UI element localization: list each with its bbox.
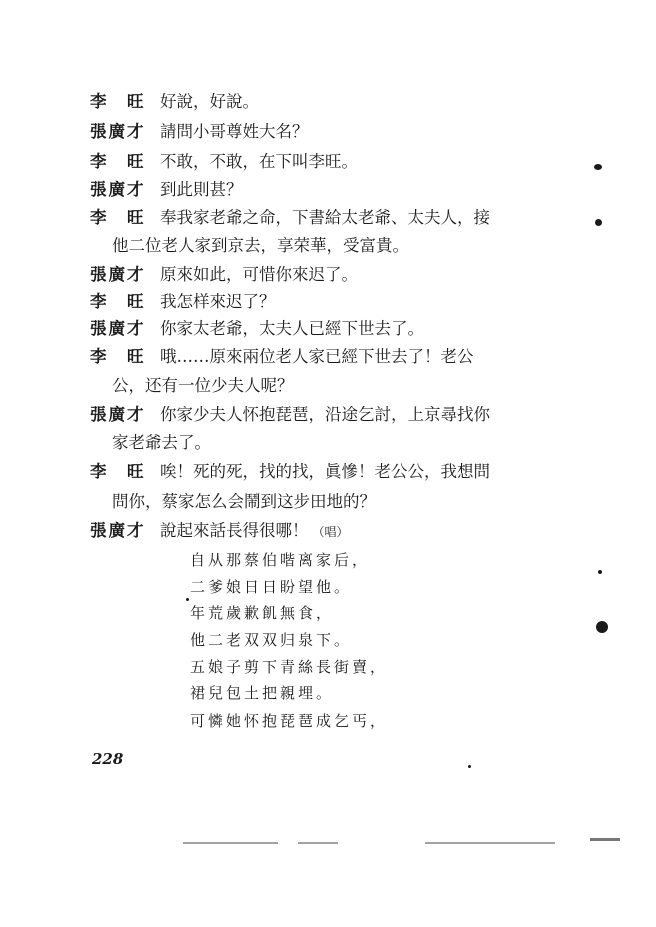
speaker-name: 張廣才 — [90, 521, 146, 540]
speaker-name: 李 旺 — [90, 92, 146, 111]
dialogue-line — [90, 208, 510, 228]
speech-text: 唉！死的死，找的找，眞慘！老公公，我想問 — [160, 462, 490, 481]
lyric-line: 他二老双双归泉下。 — [190, 631, 353, 649]
dialogue-line — [90, 265, 510, 285]
speaker-name: 李 旺 — [90, 292, 146, 311]
lyric-line: 可憐她怀抱琵琶成乞丐， — [190, 712, 389, 730]
speech-text: 不敢，不敢，在下叫李旺。 — [160, 152, 358, 171]
speaker-name: 李 旺 — [90, 208, 146, 227]
dialogue-line — [90, 122, 510, 142]
scan-speck — [595, 219, 602, 226]
dialogue-line — [90, 92, 510, 112]
lyric-line: 五娘子剪下青絲長街賣， — [190, 658, 389, 676]
dialogue-line — [90, 319, 510, 339]
speech-text: 你家少夫人怀抱琵琶，沿途乞討，上京尋找你 — [160, 405, 490, 424]
scan-edge-mark — [298, 842, 338, 844]
stage-direction: （唱） — [312, 525, 349, 539]
speaker-name: 張廣才 — [90, 265, 146, 284]
scan-speck — [468, 765, 471, 768]
speaker-name: 張廣才 — [90, 180, 146, 199]
scan-edge-mark — [425, 842, 555, 844]
lyric-line: 裙兒包土把親埋。 — [190, 684, 335, 702]
speaker-name: 張廣才 — [90, 319, 146, 338]
lyric-line: 自从那蔡伯喈离家后， — [190, 551, 371, 569]
speaker-name: 李 旺 — [90, 347, 146, 366]
scan-speck — [596, 621, 608, 633]
speaker-name: 張廣才 — [90, 122, 146, 141]
speaker-name: 李 旺 — [90, 152, 146, 171]
scan-edge-mark — [183, 842, 278, 844]
dialogue-line — [90, 405, 510, 425]
dialogue-line — [90, 292, 510, 312]
speech-text: 你家太老爺，太夫人已經下世去了。 — [160, 319, 424, 338]
dialogue-line — [90, 521, 510, 542]
speech-text: 奉我家老爺之命，下書給太老爺、太夫人，接 — [160, 208, 490, 227]
speech-continuation: 公，还有一位少夫人呢？ — [112, 376, 294, 395]
speech-continuation: 問你，蔡家怎么会鬧到这步田地的？ — [112, 492, 376, 511]
dialogue-line — [90, 152, 510, 172]
lyric-line: 年荒歲歉飢無食， — [190, 604, 335, 622]
speech-text: 請問小哥尊姓大名？ — [160, 122, 309, 141]
speaker-name: 張廣才 — [90, 405, 146, 424]
speech-text: 我怎样來迟了？ — [160, 292, 276, 311]
dialogue-line — [90, 180, 510, 200]
scan-edge-mark — [590, 838, 620, 841]
speech-text: 到此則甚？ — [160, 180, 243, 199]
scan-speck — [598, 570, 602, 574]
speech-text: 哦……原來兩位老人家已經下世去了！老公 — [160, 347, 474, 366]
speech-continuation: 家老爺去了。 — [112, 433, 211, 452]
lyric-line: 二爹娘日日盼望他。 — [190, 578, 353, 596]
dialogue-line — [90, 347, 510, 367]
speech-text: 原來如此，可惜你來迟了。 — [160, 265, 358, 284]
scan-speck — [186, 598, 189, 601]
page-number: 228 — [92, 750, 124, 768]
speaker-name: 李 旺 — [90, 462, 146, 481]
scan-speck — [594, 164, 602, 170]
speech-text: 好說，好說。 — [160, 92, 259, 111]
speech-continuation: 他二位老人家到京去，享荣華，受富貴。 — [112, 236, 409, 255]
speech-text: 說起來話長得很哪！ — [160, 521, 309, 540]
dialogue-line — [90, 462, 510, 482]
